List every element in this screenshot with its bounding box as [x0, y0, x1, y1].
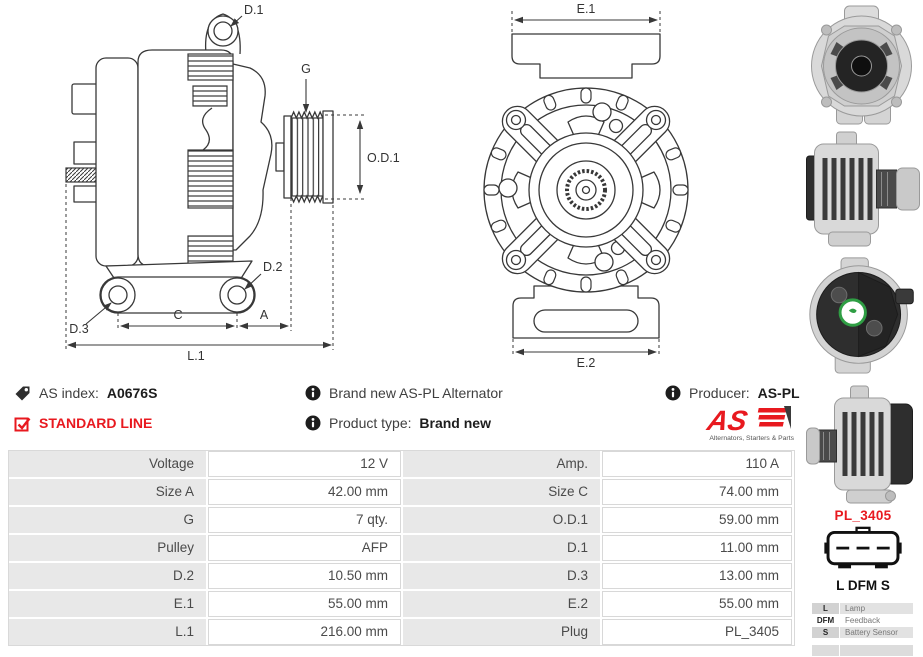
as-index-value: A0676S — [106, 385, 158, 401]
spec-value: 55.00 mm — [208, 591, 401, 617]
spec-label: E.1 — [9, 591, 206, 617]
spec-value: 12 V — [208, 451, 401, 477]
producer — [665, 384, 800, 402]
standard-line — [14, 414, 152, 432]
spec-label: G — [9, 507, 206, 533]
legend-row — [812, 627, 920, 638]
technical-drawing-front-view — [450, 0, 720, 370]
dim-label-e2: E.2 — [576, 356, 596, 370]
plug-panel — [806, 508, 920, 657]
product-photo-front-view[interactable] — [806, 4, 920, 126]
spec-value: 55.00 mm — [602, 591, 792, 617]
dim-label-d3: D.3 — [69, 322, 89, 336]
legend-desc: Battery Sensor — [840, 627, 913, 638]
info-icon — [665, 385, 681, 401]
legend-pin: S — [812, 627, 839, 638]
spec-value: 110 A — [602, 451, 792, 477]
dim-label-c: C — [173, 308, 183, 322]
technical-drawing-side-view — [0, 0, 410, 370]
spec-label: O.D.1 — [403, 507, 600, 533]
spec-value: 74.00 mm — [602, 479, 792, 505]
spec-label: L.1 — [9, 619, 206, 645]
as-index — [14, 384, 157, 402]
spec-value: 7 qty. — [208, 507, 401, 533]
dim-label-d2: D.2 — [263, 260, 283, 274]
spec-label: D.1 — [403, 535, 600, 561]
spec-value: 11.00 mm — [602, 535, 792, 561]
spec-label: Pulley — [9, 535, 206, 561]
spec-label: Size A — [9, 479, 206, 505]
logo-text: AS — [704, 404, 751, 436]
description-text: Brand new AS-PL Alternator — [329, 385, 503, 401]
plug-connector-diagram — [820, 526, 906, 572]
producer-value: AS-PL — [757, 385, 800, 401]
dim-label-g: G — [301, 62, 311, 76]
legend-desc: Lamp — [840, 603, 913, 614]
spec-value: 10.50 mm — [208, 563, 401, 589]
product-description — [305, 384, 503, 402]
product-type-value: Brand new — [419, 415, 491, 431]
producer-label: Producer: — [689, 385, 750, 401]
dim-label-d1: D.1 — [244, 3, 264, 17]
product-photo-side-view-pulley-left[interactable] — [806, 384, 920, 506]
legend-desc: Feedback — [845, 616, 881, 625]
spec-value: 13.00 mm — [602, 563, 792, 589]
as-pl-logo — [698, 402, 795, 446]
product-type-label: Product type: — [329, 415, 412, 431]
spec-table — [8, 450, 795, 646]
product-photo-rear-view[interactable] — [806, 254, 920, 376]
spec-label: Plug — [403, 619, 600, 645]
spec-value: PL_3405 — [602, 619, 792, 645]
info-icon — [305, 385, 321, 401]
info-icon — [305, 415, 321, 431]
spec-value: 42.00 mm — [208, 479, 401, 505]
legend-row — [812, 615, 920, 626]
plug-legend — [806, 603, 920, 656]
standard-line-label: STANDARD LINE — [39, 415, 153, 431]
legend-empty-row — [812, 645, 920, 656]
spec-label: D.2 — [9, 563, 206, 589]
spec-value: AFP — [208, 535, 401, 561]
tag-icon — [14, 385, 31, 402]
as-index-label: AS index: — [39, 385, 99, 401]
dim-label-e1: E.1 — [576, 2, 596, 16]
spec-label: Voltage — [9, 451, 206, 477]
spec-value: 59.00 mm — [602, 507, 792, 533]
spec-label: E.2 — [403, 591, 600, 617]
spec-label: D.3 — [403, 563, 600, 589]
dim-label-od1: O.D.1 — [367, 151, 400, 165]
plug-pins-label: L DFM S — [836, 578, 890, 593]
spec-label: Amp. — [403, 451, 600, 477]
logo-tagline: Alternators, Starters & Parts — [709, 435, 794, 442]
spec-value: 216.00 mm — [208, 619, 401, 645]
spec-label: Size C — [403, 479, 600, 505]
plug-code: PL_3405 — [834, 508, 892, 523]
product-photo-side-view-pulley-right[interactable] — [806, 128, 920, 250]
legend-pin: DFM — [816, 616, 835, 625]
dim-label-l1: L.1 — [187, 349, 205, 363]
dim-label-a: A — [259, 308, 269, 322]
product-type — [305, 414, 491, 432]
legend-pin: L — [812, 603, 839, 614]
checkbox-checked-icon — [14, 415, 31, 432]
legend-row — [812, 603, 920, 614]
